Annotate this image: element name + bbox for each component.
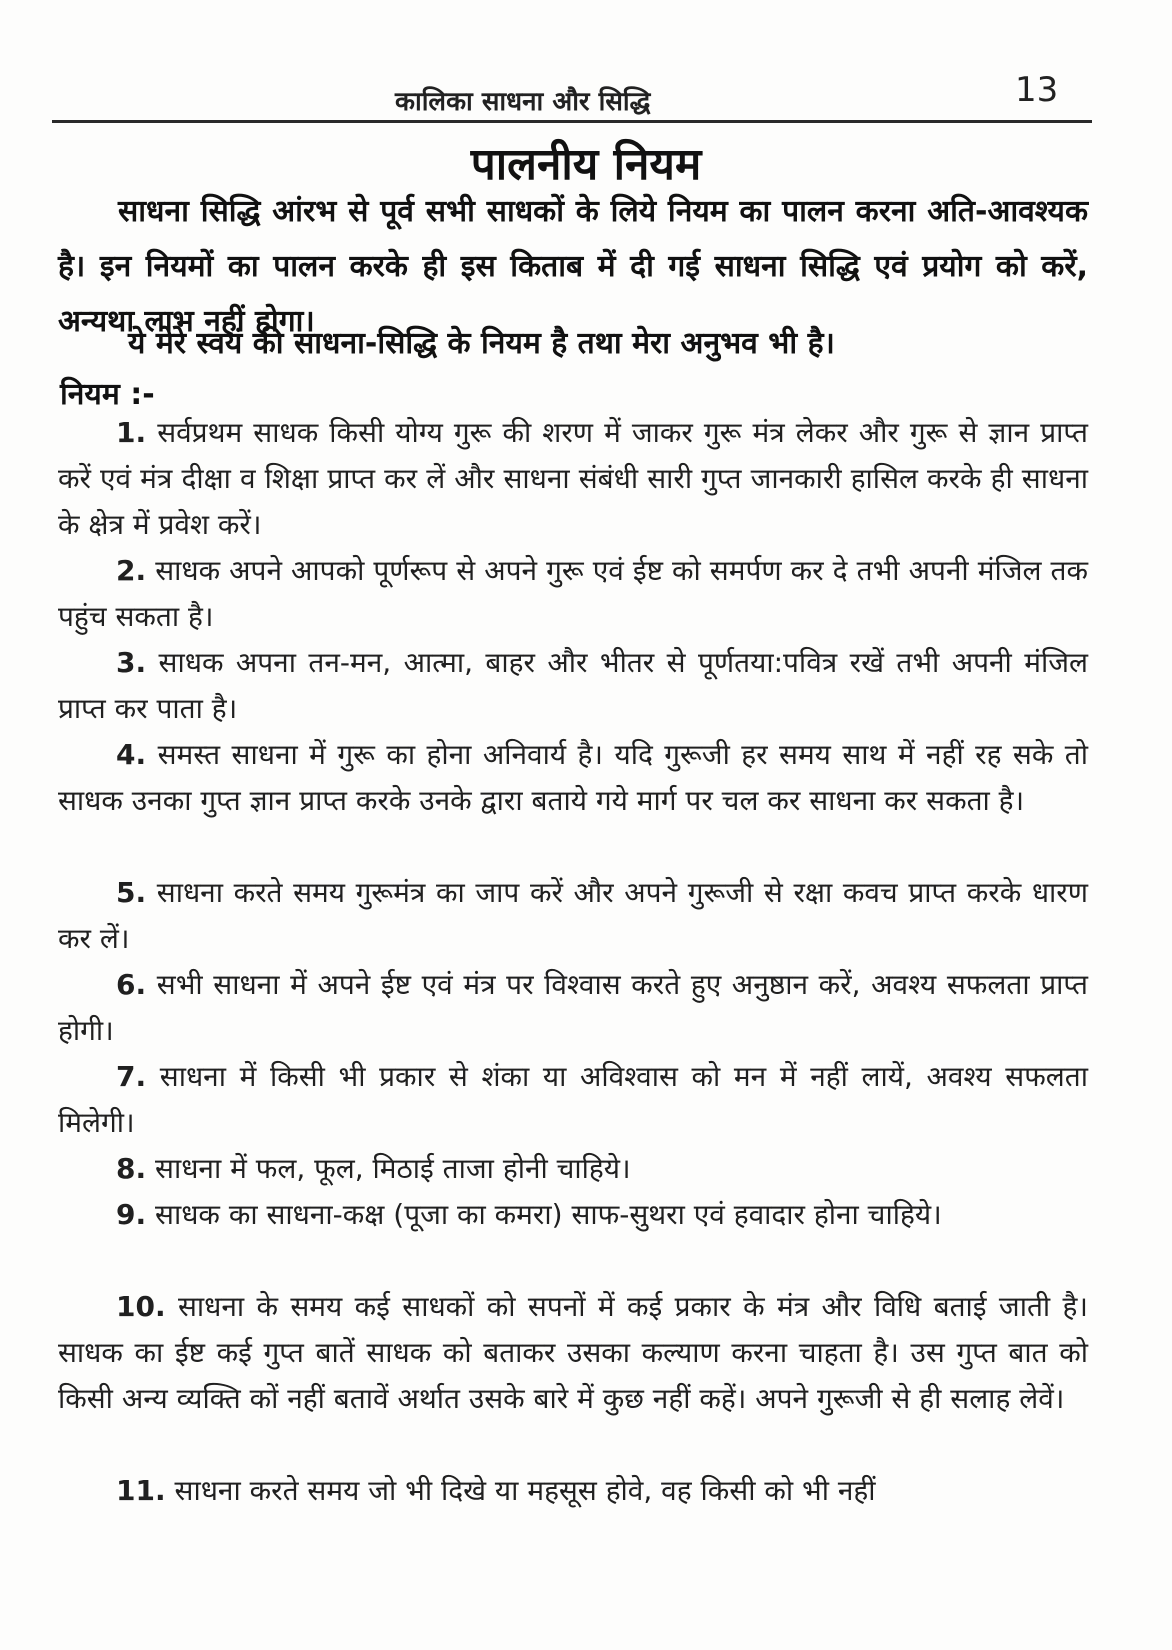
rule-text: साधक अपना तन-मन, आत्मा, बाहर और भीतर से पूर्णतया:पवित्र रखें तभी अपनी मंजिल प्राप्त कर पाता है। [58, 646, 1088, 725]
rule-item [58, 640, 1088, 732]
rule-text: साधक अपने आपको पूर्णरूप से अपने गुरू एवं ईष्ट को समर्पण कर दे तभी अपनी मंजिल तक पहुंच सकता है। [58, 554, 1088, 633]
rule-number: 3. [116, 646, 147, 679]
rule-text: साधना के समय कई साधकों को सपनों में कई प्रकार के मंत्र और विधि बताई जाती है। साधक का ईष्ट कई गुप्त बातें साधक को बताकर उसका कल्याण करना चाहता है। उस गुप्त बात को किसी अन्य व्यक्ति कों नहीं बतावें अर्थात उसके बारे में कुछ नहीं कहें। अपने गुरूजी से ही सलाह लेवें। [58, 1290, 1088, 1415]
intro-paragraph-1: साधना सिद्धि आंरभ से पूर्व सभी साधकों के लिये नियम का पालन करना अति-आवश्यक है। इन नियमों का पालन करके ही इस किताब में दी गई साधना सिद्धि एवं प्रयोग को करें, अन्यथा लाभ नहीं होगा। [58, 194, 1088, 339]
rule-item [58, 1284, 1088, 1422]
rule-number: 1. [116, 416, 147, 449]
rule-item [58, 870, 1088, 962]
page-title: पालनीय नियम [470, 139, 702, 190]
rule-text: साधना में किसी भी प्रकार से शंका या अविश्वास को मन में नहीं लायें, अवश्य सफलता मिलेगी। [58, 1060, 1088, 1139]
rule-text: सभी साधना में अपने ईष्ट एवं मंत्र पर विश्वास करते हुए अनुष्ठान करें, अवश्य सफलता प्राप्त होगी। [58, 968, 1088, 1047]
rule-number: 11. [116, 1474, 166, 1507]
rule-item [58, 1192, 1088, 1238]
rule-number: 4. [116, 738, 147, 771]
rule-item [58, 962, 1088, 1054]
rules-heading: नियम :- [60, 377, 155, 412]
rule-item [58, 1054, 1088, 1146]
rule-item [58, 1146, 1088, 1192]
rule-number: 7. [116, 1060, 147, 1093]
running-header: कालिका साधना और सिद्धि [395, 87, 651, 117]
rule-number: 10. [116, 1290, 166, 1323]
rule-item [58, 1468, 1088, 1514]
rule-number: 6. [116, 968, 147, 1001]
rule-text: साधक का साधना-कक्ष (पूजा का कमरा) साफ-सुथरा एवं हवादार होना चाहिये। [155, 1198, 942, 1231]
rule-item [58, 732, 1088, 824]
rule-item [58, 410, 1088, 548]
header-rule [52, 120, 1092, 123]
rule-number: 5. [116, 876, 147, 909]
rule-text: साधना में फल, फूल, मिठाई ताजा होनी चाहिये। [155, 1152, 631, 1185]
rule-text: साधना करते समय गुरूमंत्र का जाप करें और अपने गुरूजी से रक्षा कवच प्राप्त करके धारण कर लें। [58, 876, 1088, 955]
rule-item [58, 548, 1088, 640]
page-number: 13 [1015, 70, 1059, 110]
rule-number: 9. [116, 1198, 147, 1231]
intro-paragraph-2: ये मेरे स्वयं की साधना-सिद्धि के नियम है तथा मेरा अनुभव भी है। [128, 326, 835, 361]
rule-number: 8. [116, 1152, 147, 1185]
rule-number: 2. [116, 554, 147, 587]
rule-text: सर्वप्रथम साधक किसी योग्य गुरू की शरण में जाकर गुरू मंत्र लेकर और गुरू से ज्ञान प्राप्त करें एवं मंत्र दीक्षा व शिक्षा प्राप्त कर लें और साधना संबंधी सारी गुप्त जानकारी हासिल करके ही साधना के क्षेत्र में प्रवेश करें। [58, 416, 1088, 541]
rule-text: साधना करते समय जो भी दिखे या महसूस होवे, वह किसी को भी नहीं [174, 1474, 876, 1507]
rule-text: समस्त साधना में गुरू का होना अनिवार्य है। यदि गुरूजी हर समय साथ में नहीं रह सके तो साधक उनका गुप्त ज्ञान प्राप्त करके उनके द्वारा बताये गये मार्ग पर चल कर साधना कर सकता है। [58, 738, 1089, 817]
